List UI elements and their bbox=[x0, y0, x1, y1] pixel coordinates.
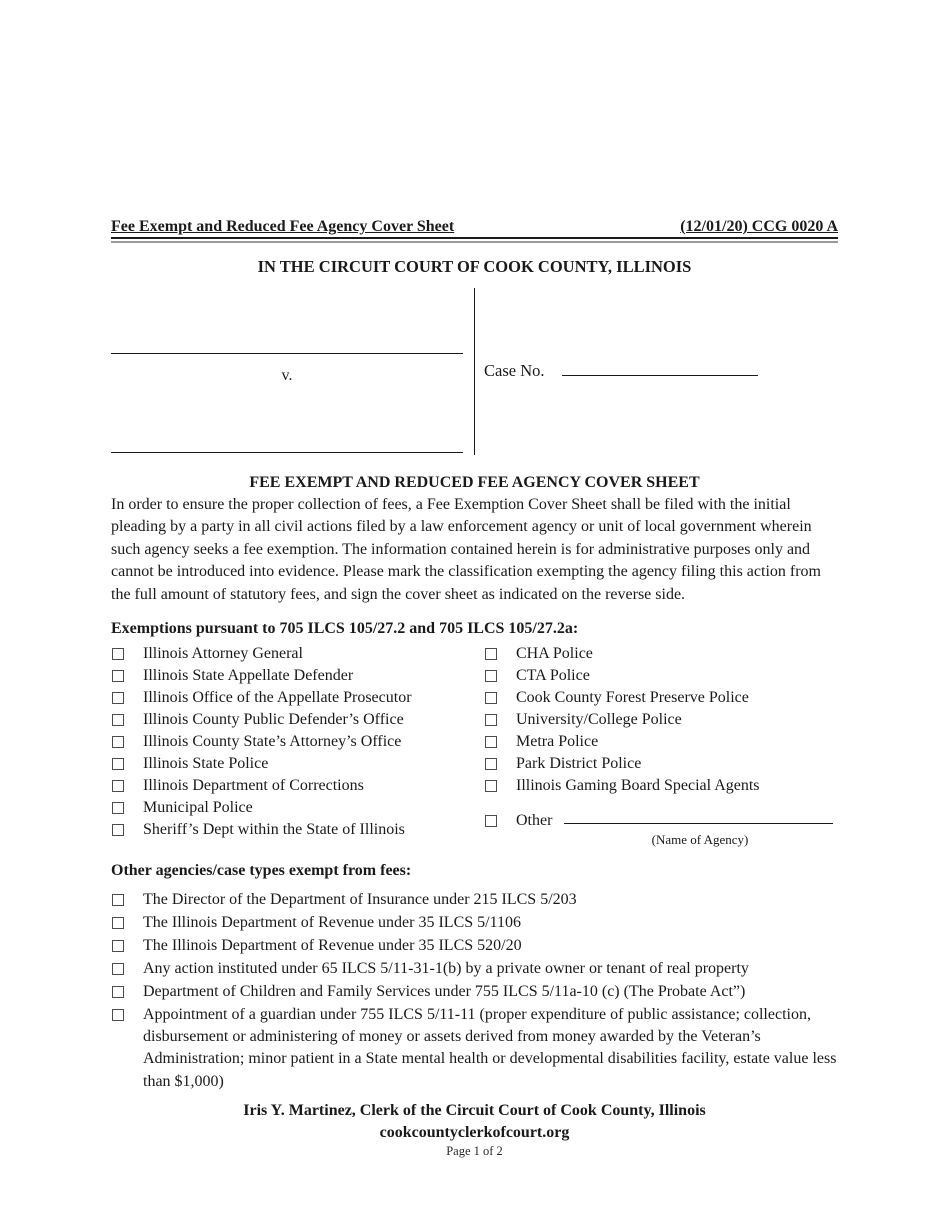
list-item bbox=[484, 775, 838, 797]
checkbox-illinois-department-of-corrections[interactable] bbox=[112, 780, 124, 792]
option-label: CHA Police bbox=[516, 645, 593, 663]
page-footer bbox=[111, 1100, 838, 1159]
option-label: Cook County Forest Preserve Police bbox=[516, 689, 749, 707]
list-item bbox=[111, 687, 484, 709]
list-item bbox=[484, 665, 838, 687]
checkbox-sheriffs-dept[interactable] bbox=[112, 824, 124, 836]
caption-divider bbox=[474, 288, 475, 455]
option-label: Any action instituted under 65 ILCS 5/11-31-1(b) by a private owner or tenant of real property bbox=[143, 959, 749, 977]
list-item bbox=[111, 912, 838, 934]
option-label: Sheriff’s Dept within the State of Illinois bbox=[143, 821, 405, 839]
option-label: Illinois County Public Defender’s Office bbox=[143, 711, 404, 729]
checkbox-illinois-office-appellate-prosecutor[interactable] bbox=[112, 692, 124, 704]
list-item bbox=[484, 709, 838, 731]
exemptions-heading: Exemptions pursuant to 705 ILCS 105/27.2 and 705 ILCS 105/27.2a: bbox=[111, 620, 579, 638]
list-item bbox=[111, 981, 838, 1003]
other-agencies-checklist bbox=[111, 889, 838, 1093]
option-label: Park District Police bbox=[516, 755, 642, 773]
checkbox-metra-police[interactable] bbox=[485, 736, 497, 748]
option-label: Illinois State Police bbox=[143, 755, 269, 773]
option-label: University/College Police bbox=[516, 711, 682, 729]
list-item bbox=[111, 1004, 838, 1094]
list-item bbox=[484, 643, 838, 665]
checkbox-illinois-county-public-defenders-office[interactable] bbox=[112, 714, 124, 726]
exemptions-checklist bbox=[111, 643, 838, 848]
list-item bbox=[484, 687, 838, 709]
other-agencies-heading: Other agencies/case types exempt from fees: bbox=[111, 862, 412, 880]
defendant-name-field[interactable] bbox=[111, 452, 463, 453]
case-number-label: Case No. bbox=[484, 361, 545, 380]
list-item bbox=[111, 958, 838, 980]
checkbox-municipal-police[interactable] bbox=[112, 802, 124, 814]
list-item bbox=[111, 665, 484, 687]
option-label: Illinois Gaming Board Special Agents bbox=[516, 777, 760, 795]
option-label: Illinois Office of the Appellate Prosecutor bbox=[143, 689, 412, 707]
list-item bbox=[111, 797, 484, 819]
option-label: Metra Police bbox=[516, 733, 599, 751]
checkbox-cha-police[interactable] bbox=[485, 648, 497, 660]
clerk-name: Iris Y. Martinez, Clerk of the Circuit Court of Cook County, Illinois bbox=[243, 1102, 706, 1120]
option-label: The Illinois Department of Revenue under 35 ILCS 520/20 bbox=[143, 936, 522, 954]
option-label: The Director of the Department of Insurance under 215 ILCS 5/203 bbox=[143, 891, 577, 909]
versus-label: v. bbox=[281, 367, 293, 384]
checkbox-cook-county-forest-preserve-police[interactable] bbox=[485, 692, 497, 704]
clerk-website: cookcountyclerkofcourt.org bbox=[379, 1124, 570, 1142]
option-label: Department of Children and Family Services under 755 ILCS 5/11a-10 (c) (The Probate Act”) bbox=[143, 982, 746, 1000]
option-label: The Illinois Department of Revenue under 35 ILCS 5/1106 bbox=[143, 913, 521, 931]
checkbox-illinois-county-states-attorneys-office[interactable] bbox=[112, 736, 124, 748]
checkbox-il-dept-revenue-520-20[interactable] bbox=[112, 940, 124, 952]
checkbox-director-of-insurance[interactable] bbox=[112, 894, 124, 906]
option-label: Illinois Department of Corrections bbox=[143, 777, 364, 795]
list-item bbox=[111, 643, 484, 665]
court-title: IN THE CIRCUIT COURT OF COOK COUNTY, ILLINOIS bbox=[257, 257, 692, 276]
page-number: Page 1 of 2 bbox=[446, 1144, 503, 1159]
checkbox-il-dept-revenue-5-1106[interactable] bbox=[112, 917, 124, 929]
form-header bbox=[111, 218, 838, 239]
other-label: Other bbox=[516, 812, 553, 830]
list-item bbox=[111, 775, 484, 797]
checkbox-illinois-gaming-board-special-agents[interactable] bbox=[485, 780, 497, 792]
option-label: Municipal Police bbox=[143, 799, 253, 817]
checkbox-guardian-appointment[interactable] bbox=[112, 1009, 124, 1021]
list-item bbox=[111, 753, 484, 775]
intro-paragraph: In order to ensure the proper collection of fees, a Fee Exemption Cover Sheet shall be filed with the initial pleading by a party in all civil actions filed by a law enforcement agency or unit of local government wherein such agency seeks a fee exemption. The information contained herein is for administrative purposes only and cannot be introduced into evidence. Please mark the classification exempting the agency filing this action from the full amount of statutory fees, and sign the cover sheet as indicated on the reverse side. bbox=[111, 496, 821, 603]
list-item bbox=[111, 709, 484, 731]
checkbox-park-district-police[interactable] bbox=[485, 758, 497, 770]
checkbox-dcfs-probate-act[interactable] bbox=[112, 986, 124, 998]
exemptions-left-column bbox=[111, 643, 484, 848]
checkbox-illinois-state-police[interactable] bbox=[112, 758, 124, 770]
option-label: Illinois State Appellate Defender bbox=[143, 667, 354, 685]
list-item bbox=[111, 819, 484, 841]
case-caption bbox=[111, 288, 838, 458]
list-item bbox=[484, 731, 838, 753]
list-item bbox=[111, 935, 838, 957]
option-label: CTA Police bbox=[516, 667, 590, 685]
cover-sheet-title: FEE EXEMPT AND REDUCED FEE AGENCY COVER SHEET bbox=[249, 474, 700, 491]
option-label: Appointment of a guardian under 755 ILCS 5/11-11 (proper expenditure of public assistance; collection, disbursement or administering of money or assets derived from money awarded by the Veteran’s Administration; minor patient in a State mental health or developmental disabilities facility, estate value less than $1,000) bbox=[143, 1005, 837, 1090]
other-agency-name-field[interactable] bbox=[564, 810, 833, 824]
checkbox-university-college-police[interactable] bbox=[485, 714, 497, 726]
option-label: Illinois County State’s Attorney’s Office bbox=[143, 733, 402, 751]
form-number: (12/01/20) CCG 0020 A bbox=[680, 218, 838, 235]
checkbox-other[interactable] bbox=[485, 815, 497, 827]
list-item-other bbox=[484, 810, 838, 832]
list-item bbox=[111, 731, 484, 753]
case-number-field[interactable] bbox=[562, 363, 758, 376]
checkbox-illinois-state-appellate-defender[interactable] bbox=[112, 670, 124, 682]
form-title: Fee Exempt and Reduced Fee Agency Cover Sheet bbox=[111, 218, 455, 235]
checkbox-cta-police[interactable] bbox=[485, 670, 497, 682]
list-item bbox=[484, 753, 838, 775]
checkbox-illinois-attorney-general[interactable] bbox=[112, 648, 124, 660]
exemptions-right-column bbox=[484, 643, 838, 848]
option-label: Illinois Attorney General bbox=[143, 645, 303, 663]
checkbox-action-65-ilcs[interactable] bbox=[112, 963, 124, 975]
list-item bbox=[111, 889, 838, 911]
name-of-agency-caption: (Name of Agency) bbox=[651, 832, 749, 848]
plaintiff-name-field[interactable] bbox=[111, 353, 463, 354]
header-rule bbox=[111, 241, 838, 243]
